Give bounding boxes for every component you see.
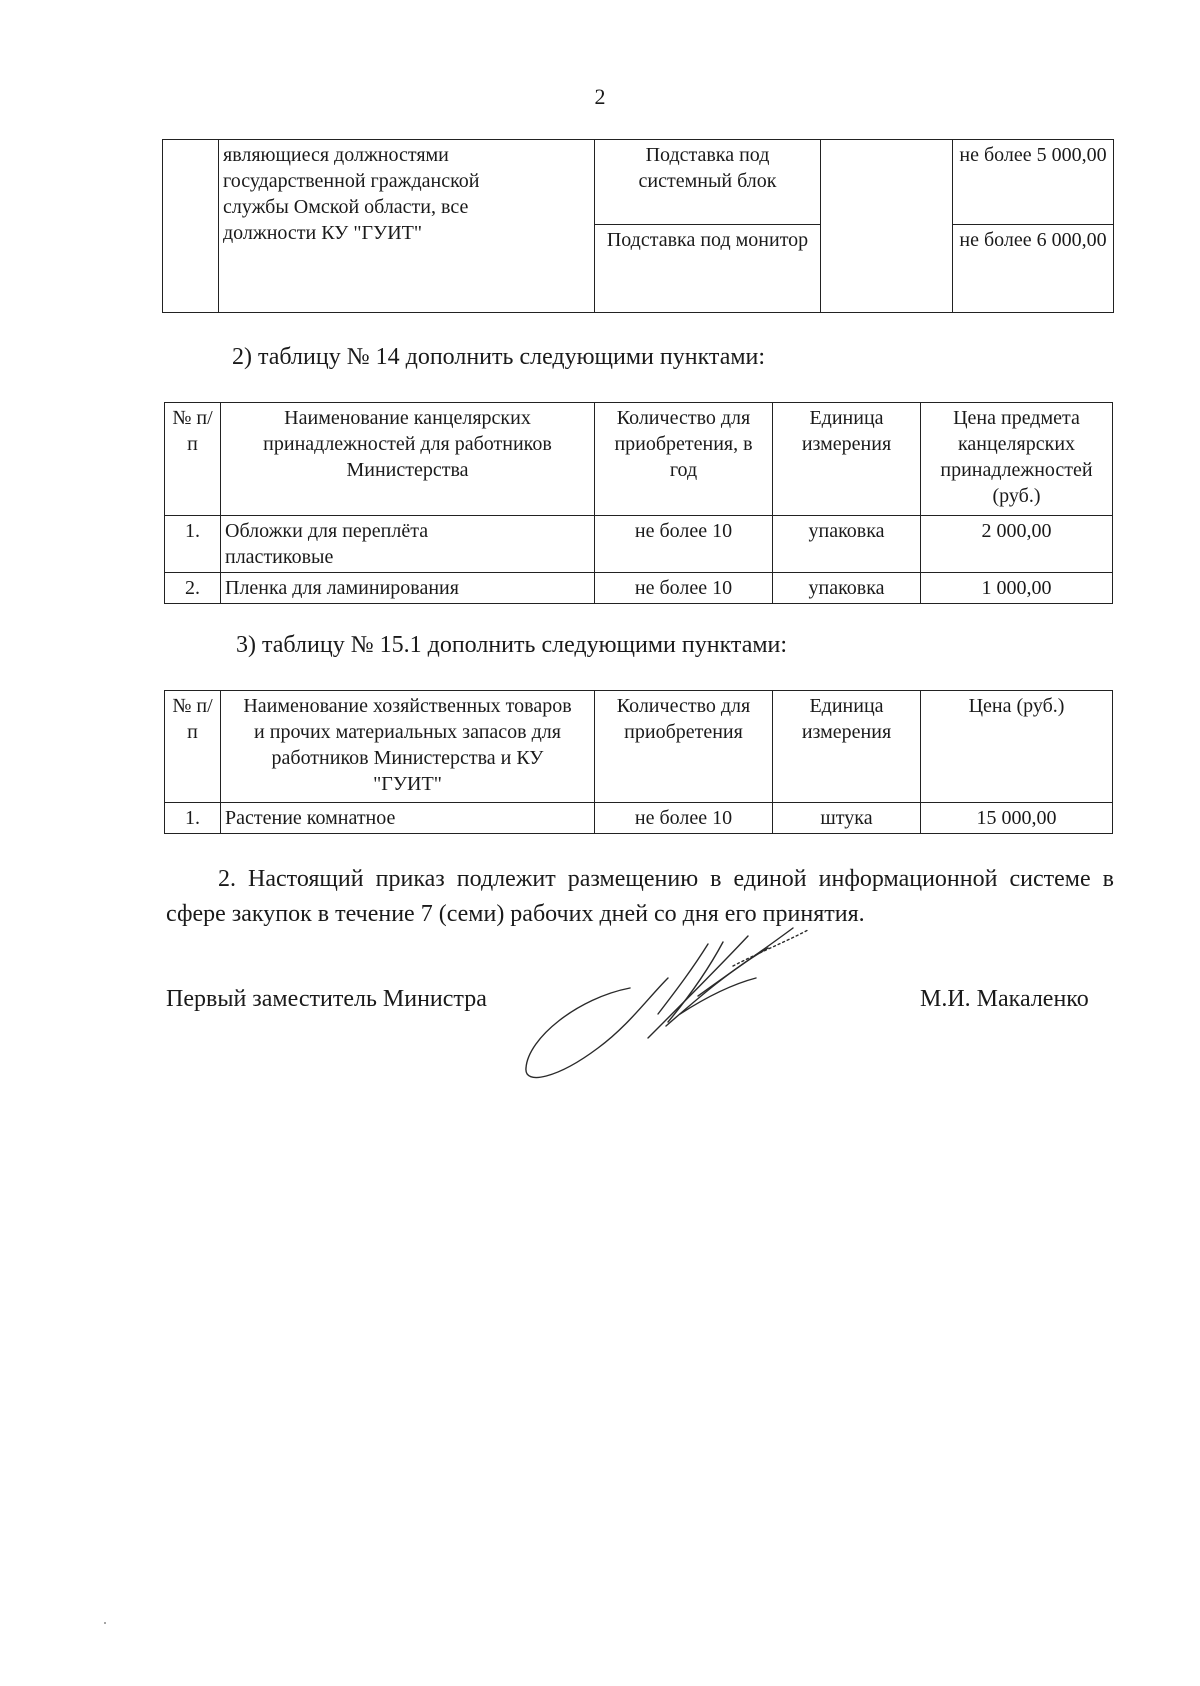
row-name: Пленка для ламинирования: [221, 573, 595, 604]
row-unit: штука: [773, 803, 921, 834]
scan-speck: [104, 1622, 106, 1624]
header-quantity: Количество для приобретения: [595, 691, 773, 803]
handwritten-signature: [518, 918, 828, 1088]
item-cell: Подставка под монитор: [595, 225, 821, 313]
signatory-position: Первый заместитель Министра: [166, 986, 487, 1012]
header-name: Наименование хозяйственных товаров и прочих материальных запасов для работников Министерства и КУ "ГУИТ": [221, 691, 595, 803]
header-price: Цена (руб.): [921, 691, 1113, 803]
table-row: [165, 573, 1113, 604]
row-number: 1.: [165, 516, 221, 573]
continuation-table: [162, 139, 1114, 313]
table-14: [164, 402, 1113, 604]
table-row: [165, 516, 1113, 573]
row-number: 1.: [165, 803, 221, 834]
position-description-cell: являющиеся должностями государственной гражданской службы Омской области, все должности КУ "ГУИТ": [219, 140, 595, 313]
row-unit: упаковка: [773, 573, 921, 604]
header-unit: Единица измерения: [773, 691, 921, 803]
paragraph-2: 2. Настоящий приказ подлежит размещению в единой информационной системе в сфере закупок в течение 7 (семи) рабочих дней со дня его принятия.: [166, 866, 1114, 927]
row-price: 15 000,00: [921, 803, 1113, 834]
item-cell: Подставка под системный блок: [595, 140, 821, 225]
row-quantity: не более 10: [595, 803, 773, 834]
row-price: 2 000,00: [921, 516, 1113, 573]
row-price: 1 000,00: [921, 573, 1113, 604]
header-price: Цена предмета канцелярских принадлежностей (руб.): [921, 403, 1113, 516]
header-quantity: Количество для приобретения, в год: [595, 403, 773, 516]
table-15-1: [164, 690, 1113, 834]
row-name: Обложки для переплёта пластиковые: [221, 516, 595, 573]
page-number: 2: [594, 84, 606, 109]
empty-number-cell: [163, 140, 219, 313]
empty-cell: [821, 140, 953, 313]
row-quantity: не более 10: [595, 573, 773, 604]
row-quantity: не более 10: [595, 516, 773, 573]
table-row: [165, 803, 1113, 834]
row-unit: упаковка: [773, 516, 921, 573]
price-cell: не более 5 000,00: [953, 140, 1114, 225]
section-2-intro: 2) таблицу № 14 дополнить следующими пунктами:: [232, 344, 766, 370]
price-cell: не более 6 000,00: [953, 225, 1114, 313]
header-number: № п/п: [165, 691, 221, 803]
section-3-intro: 3) таблицу № 15.1 дополнить следующими пунктами:: [236, 632, 788, 658]
signatory-name: М.И. Макаленко: [920, 986, 1089, 1012]
row-name: Растение комнатное: [221, 803, 595, 834]
header-number: № п/п: [165, 403, 221, 516]
row-number: 2.: [165, 573, 221, 604]
header-unit: Единица измерения: [773, 403, 921, 516]
header-name: Наименование канцелярских принадлежностей для работников Министерства: [221, 403, 595, 516]
